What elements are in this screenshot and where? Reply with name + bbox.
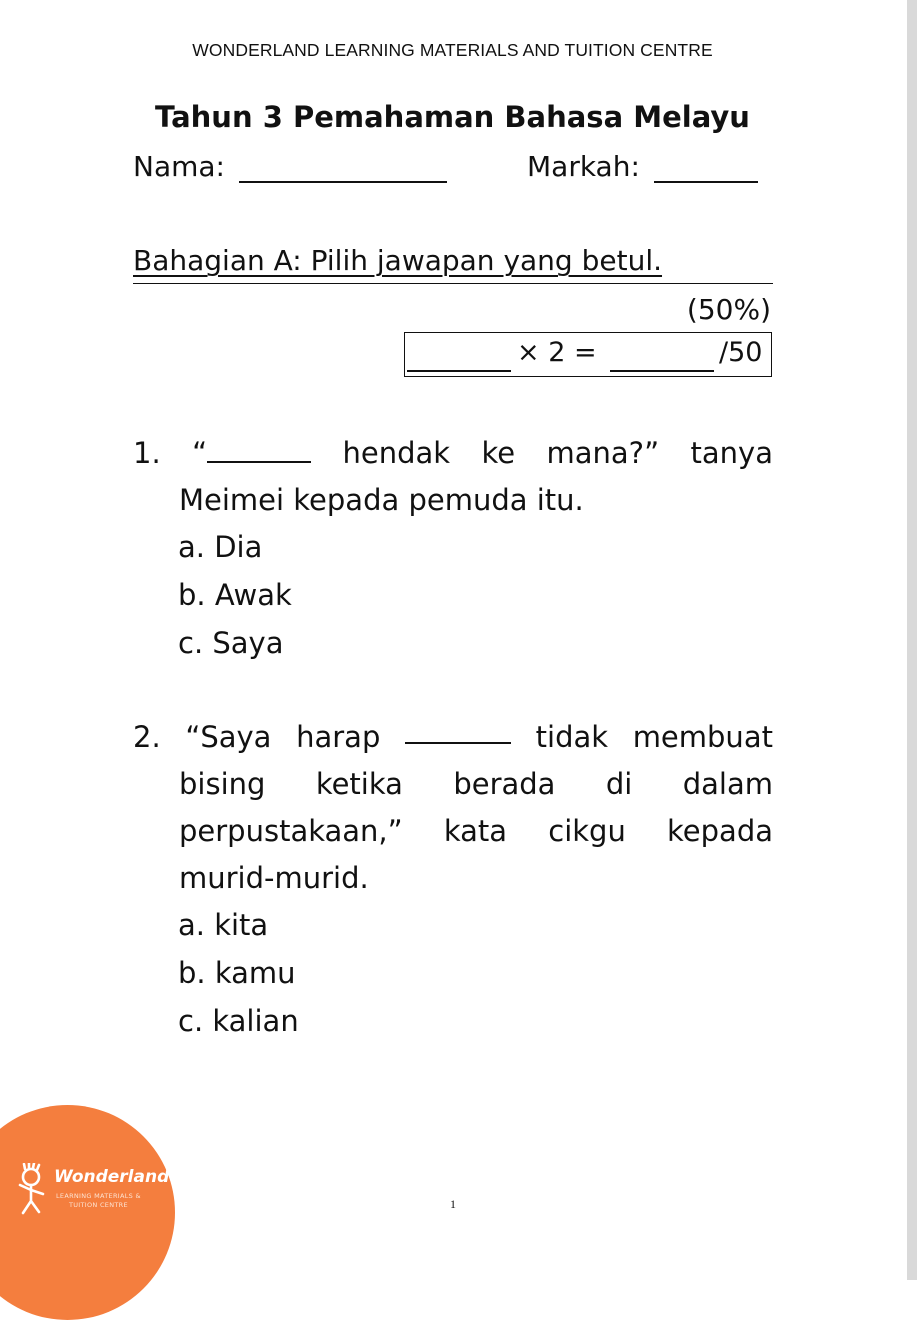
centre-header: WONDERLAND LEARNING MATERIALS AND TUITION CENTRE (192, 40, 713, 60)
score-box (404, 332, 772, 377)
question-number: 1. (133, 436, 161, 470)
page-edge (907, 0, 917, 1280)
question-word: mana?” (546, 436, 660, 470)
question-word: berada (453, 767, 556, 801)
option-a[interactable]: a. kita (178, 908, 269, 942)
page-number: 1 (450, 1197, 456, 1211)
question-text: Meimei kepada pemuda itu. (179, 483, 584, 517)
question-word: “Saya (185, 720, 272, 754)
question-number: 2. (133, 720, 161, 754)
question-line (133, 761, 773, 808)
score-multiplier: × 2 = (517, 337, 597, 368)
question-word: tanya (690, 436, 773, 470)
option-c[interactable]: c. kalian (178, 1004, 299, 1038)
score-result-blank[interactable] (610, 370, 714, 372)
question-line (133, 855, 773, 902)
marks-field (527, 150, 758, 183)
score-total: /50 (719, 337, 763, 368)
question-word: membuat (632, 720, 773, 754)
question-text: murid-murid. (179, 861, 369, 895)
marks-blank[interactable] (654, 157, 758, 183)
question-line (133, 477, 773, 524)
option-b[interactable]: b. Awak (178, 578, 292, 612)
wonderland-logo (0, 1105, 175, 1320)
name-label: Nama: (133, 150, 225, 183)
answer-blank[interactable] (207, 433, 311, 463)
option-c[interactable]: c. Saya (178, 626, 284, 660)
section-heading: Bahagian A: Pilih jawapan yang betul. (133, 244, 663, 277)
name-blank[interactable] (239, 157, 447, 183)
question-word: kepada (667, 814, 773, 848)
question-word: dalam (682, 767, 773, 801)
logo-subtitle: LEARNING MATERIALS & TUITION CENTRE (56, 1192, 141, 1209)
option-a[interactable]: a. Dia (178, 530, 263, 564)
question-line (133, 430, 773, 477)
question-line (133, 714, 773, 761)
question-word: bising (179, 767, 266, 801)
answer-blank[interactable] (405, 714, 511, 744)
question-word: “ (192, 430, 311, 477)
question-word: di (605, 767, 633, 801)
question-word: perpustakaan,” (179, 814, 403, 848)
question-word: ketika (315, 767, 403, 801)
question-word: ke (481, 436, 516, 470)
question-word: tidak (535, 720, 609, 754)
question-line (133, 808, 773, 855)
question-1 (133, 430, 773, 524)
question-word: kata (443, 814, 508, 848)
question-word: harap (296, 720, 381, 754)
marks-label: Markah: (527, 150, 640, 183)
logo-name: Wonderland (54, 1167, 170, 1187)
name-field (133, 150, 447, 183)
score-blank[interactable] (407, 370, 511, 372)
worksheet-title: Tahun 3 Pemahaman Bahasa Melayu (155, 100, 750, 134)
question-2 (133, 714, 773, 902)
child-figure-icon (12, 1163, 50, 1215)
section-weight: (50%) (686, 293, 771, 326)
option-b[interactable]: b. kamu (178, 956, 296, 990)
question-word: cikgu (548, 814, 626, 848)
question-word: hendak (342, 436, 451, 470)
section-divider (133, 283, 773, 284)
